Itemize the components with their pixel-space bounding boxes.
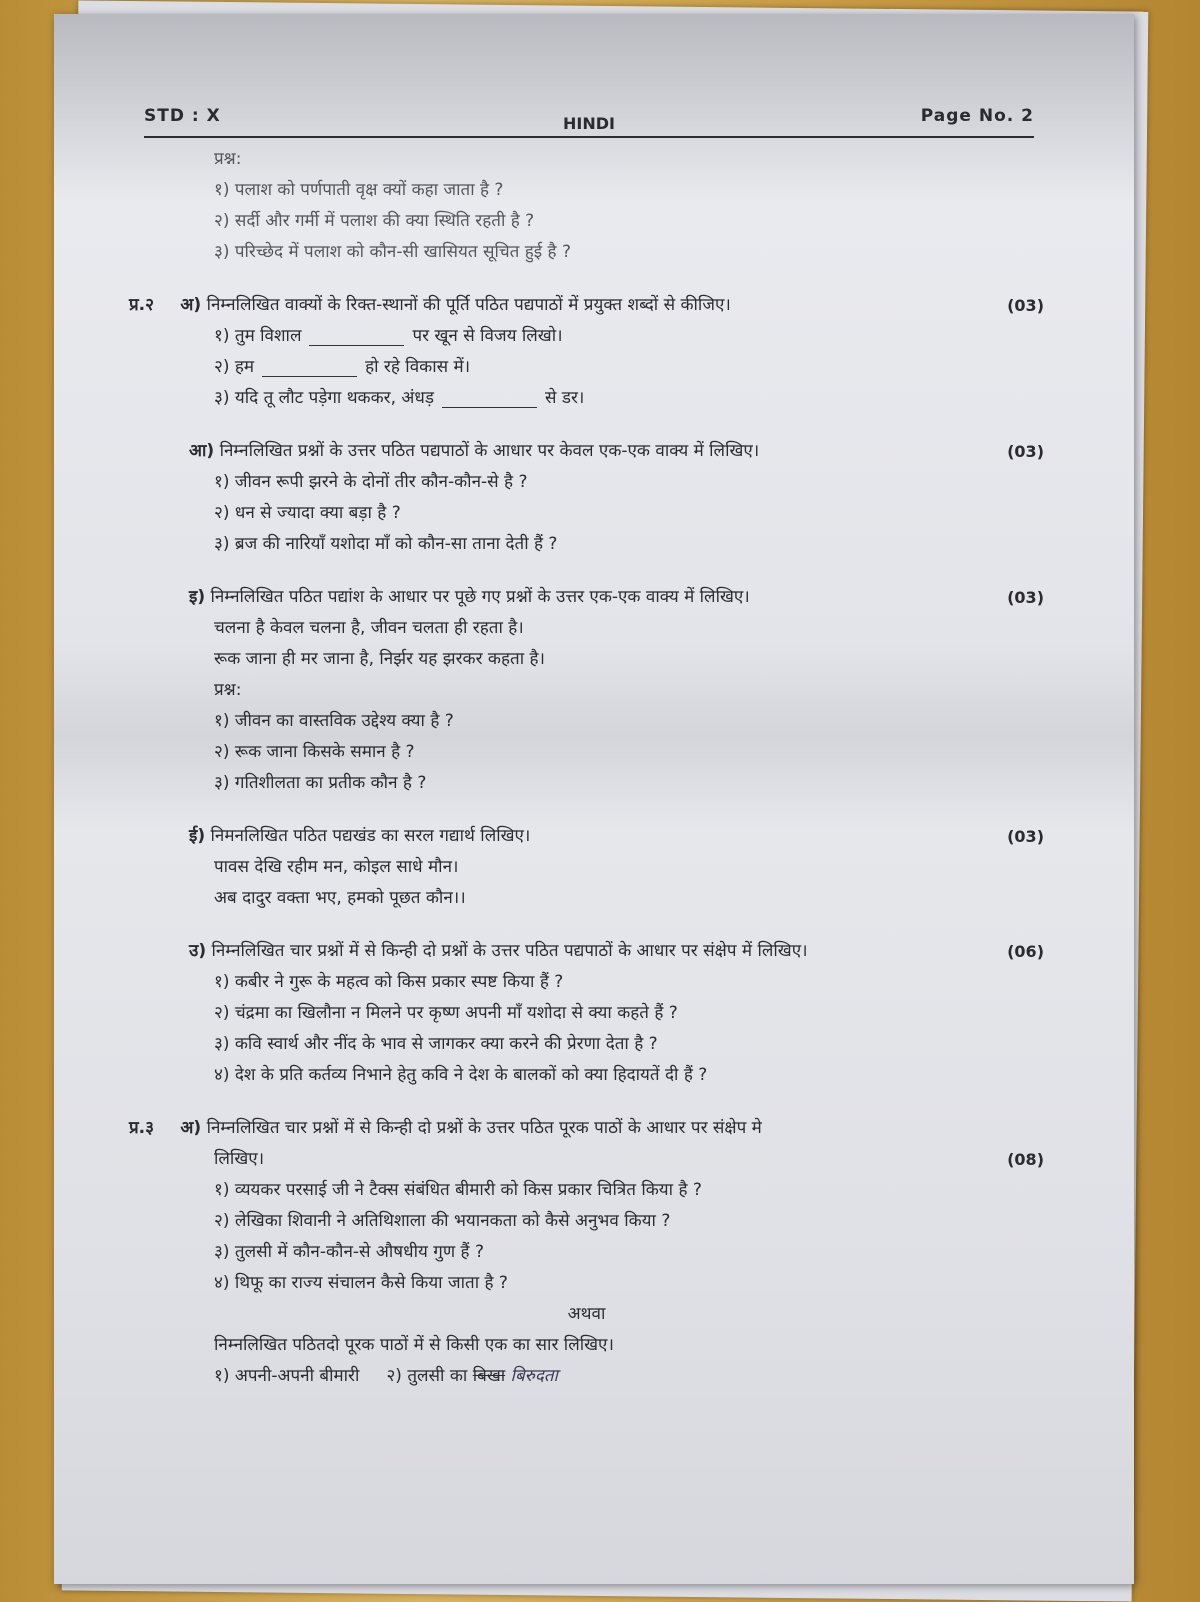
q2a-item-3-pre: ३) यदि तू लौट पड़ेगा थककर, अंधड़ xyxy=(214,388,434,408)
q2i-passage-1: चलना है केवल चलना है, जीवन चलता ही रहता है। xyxy=(214,618,524,638)
std-label: STD : X xyxy=(144,106,221,126)
q2i-heading xyxy=(129,582,1044,613)
q2i-passage-2: रूक जाना ही मर जाना है, निर्झर यह झरकर कहता है। xyxy=(214,649,545,669)
question-content xyxy=(129,144,1044,1392)
q2u-marks: (06) xyxy=(1007,942,1044,961)
q2a-item-1-pre: १) तुम विशाल xyxy=(214,326,302,346)
q1-item-1: १) पलाश को पर्णपाती वृक्ष क्यों कहा जाता है ? xyxy=(214,180,504,200)
q2-number: प्र.२ xyxy=(129,295,154,315)
q2ii-passage-2: अब दादुर वक्ता भए, हमको पूछत कौन।। xyxy=(214,888,466,908)
page-number: Page No. 2 xyxy=(920,106,1034,126)
q1-heading: प्रश्न: xyxy=(214,149,242,169)
q2a-marks: (03) xyxy=(1007,296,1044,315)
q2a-item-3 xyxy=(129,383,1044,414)
q2aa-item-1: १) जीवन रूपी झरने के दोनों तीर कौन-कौन-से है ? xyxy=(214,472,528,492)
q3a-item-3: ३) तुलसी में कौन-कौन-से औषधीय गुण हैं ? xyxy=(214,1242,484,1262)
q3-alt-text: निम्नलिखित पठितदो पूरक पाठों में से किसी एक का सार लिखिए। xyxy=(214,1335,614,1355)
q2i-item-2: २) रूक जाना किसके समान है ? xyxy=(214,742,415,762)
q3a-text2: लिखिए। xyxy=(214,1149,265,1169)
q2i-marks: (03) xyxy=(1007,588,1044,607)
q2a-item-2-post: हो रहे विकास में। xyxy=(365,357,471,377)
q2i-prashn: प्रश्न: xyxy=(214,680,242,700)
q2ii-heading xyxy=(129,821,1044,852)
q3a-item-1: १) व्ययकर परसाई जी ने टैक्स संबंधित बीमारी को किस प्रकार चित्रित किया है ? xyxy=(214,1180,702,1200)
q3-alt-item-2: २) तुलसी का xyxy=(386,1366,468,1386)
q2a-item-3-post: से डर। xyxy=(544,388,585,408)
subject-label: HINDI xyxy=(563,114,615,133)
struck-word: बिखा xyxy=(472,1366,506,1386)
q2a-label: अ) xyxy=(180,295,202,315)
q1-item-3: ३) परिच्छेद में पलाश को कौन-सी खासियत सूचित हुई है ? xyxy=(214,242,571,262)
q3a-item-2: २) लेखिका शिवानी ने अतिथिशाला की भयानकता को कैसे अनुभव किया ? xyxy=(214,1211,671,1231)
page-header xyxy=(144,92,1034,138)
q2aa-heading xyxy=(129,436,1044,467)
q3a-marks: (08) xyxy=(1007,1150,1044,1169)
q2aa-text: निम्नलिखित प्रश्नों के उत्तर पठित पद्यपाठों के आधार पर केवल एक-एक वाक्य में लिखिए। xyxy=(219,441,760,461)
q3-alt-item-1: १) अपनी-अपनी बीमारी xyxy=(214,1366,360,1386)
athva-label: अथवा xyxy=(567,1304,606,1324)
q3a-heading xyxy=(129,1113,1044,1144)
q2aa-item-2: २) धन से ज्यादा क्या बड़ा है ? xyxy=(214,503,401,523)
q3a-text: निम्नलिखित चार प्रश्नों में से किन्ही दो प्रश्नों के उत्तर पठित पूरक पाठों के आधार पर संक्षेप मे xyxy=(206,1118,762,1138)
fill-blank xyxy=(309,327,404,346)
q2ii-label: ई) xyxy=(189,826,206,846)
q2u-item-4: ४) देश के प्रति कर्तव्य निभाने हेतु कवि ने देश के बालकों को क्या हिदायतें दी हैं ? xyxy=(214,1065,708,1085)
handwritten-correction: बिरुदता xyxy=(510,1366,558,1386)
q3a-heading-cont xyxy=(129,1144,1044,1175)
q3a-item-4: ४) थिफू का राज्य संचालन कैसे किया जाता है ? xyxy=(214,1273,508,1293)
q2a-heading xyxy=(129,290,1044,321)
q2i-item-3: ३) गतिशीलता का प्रतीक कौन है ? xyxy=(214,773,427,793)
exam-paper xyxy=(54,14,1134,1584)
q2u-text: निम्नलिखित चार प्रश्नों में से किन्ही दो प्रश्नों के उत्तर पठित पद्यपाठों के आधार पर संक्षेप में लिखिए। xyxy=(211,941,808,961)
fill-blank xyxy=(442,389,537,408)
q2aa-marks: (03) xyxy=(1007,442,1044,461)
q2ii-text: निमनलिखित पठित पद्यखंड का सरल गद्यार्थ लिखिए। xyxy=(210,826,531,846)
q2i-item-1: १) जीवन का वास्तविक उद्देश्य क्या है ? xyxy=(214,711,454,731)
q2a-item-2-pre: २) हम xyxy=(214,357,255,377)
q3-alt-items xyxy=(129,1361,1044,1392)
q2aa-item-3: ३) ब्रज की नारियाँ यशोदा माँ को कौन-सा ताना देती हैं ? xyxy=(214,534,558,554)
q2ii-passage-1: पावस देखि रहीम मन, कोइल साधे मौन। xyxy=(214,857,459,877)
q2a-item-1-post: पर खून से विजय लिखो। xyxy=(412,326,563,346)
q2i-label: इ) xyxy=(189,587,206,607)
q2i-text: निम्नलिखित पठित पद्यांश के आधार पर पूछे गए प्रश्नों के उत्तर एक-एक वाक्य में लिखिए। xyxy=(210,587,750,607)
q2a-text: निम्नलिखित वाक्यों के रिक्त-स्थानों की पूर्ति पठित पद्यपाठों में प्रयुक्त शब्दों से कीजिए। xyxy=(206,295,731,315)
q1-item-2: २) सर्दी और गर्मी में पलाश की क्या स्थिति रहती है ? xyxy=(214,211,535,231)
q3-number: प्र.३ xyxy=(129,1118,154,1138)
q2u-item-1: १) कबीर ने गुरू के महत्व को किस प्रकार स्पष्ट किया हैं ? xyxy=(214,972,564,992)
q2ii-marks: (03) xyxy=(1007,827,1044,846)
q2aa-label: आ) xyxy=(189,441,215,461)
q2u-label: उ) xyxy=(189,941,207,961)
q2u-item-2: २) चंद्रमा का खिलौना न मिलने पर कृष्ण अपनी माँ यशोदा से क्या कहते हैं ? xyxy=(214,1003,678,1023)
fill-blank xyxy=(262,358,357,377)
q2a-item-1 xyxy=(129,321,1044,352)
q2u-item-3: ३) कवि स्वार्थ और नींद के भाव से जागकर क्या करने की प्रेरणा देता है ? xyxy=(214,1034,658,1054)
q3a-label: अ) xyxy=(180,1118,202,1138)
q2u-heading xyxy=(129,936,1044,967)
q2a-item-2 xyxy=(129,352,1044,383)
